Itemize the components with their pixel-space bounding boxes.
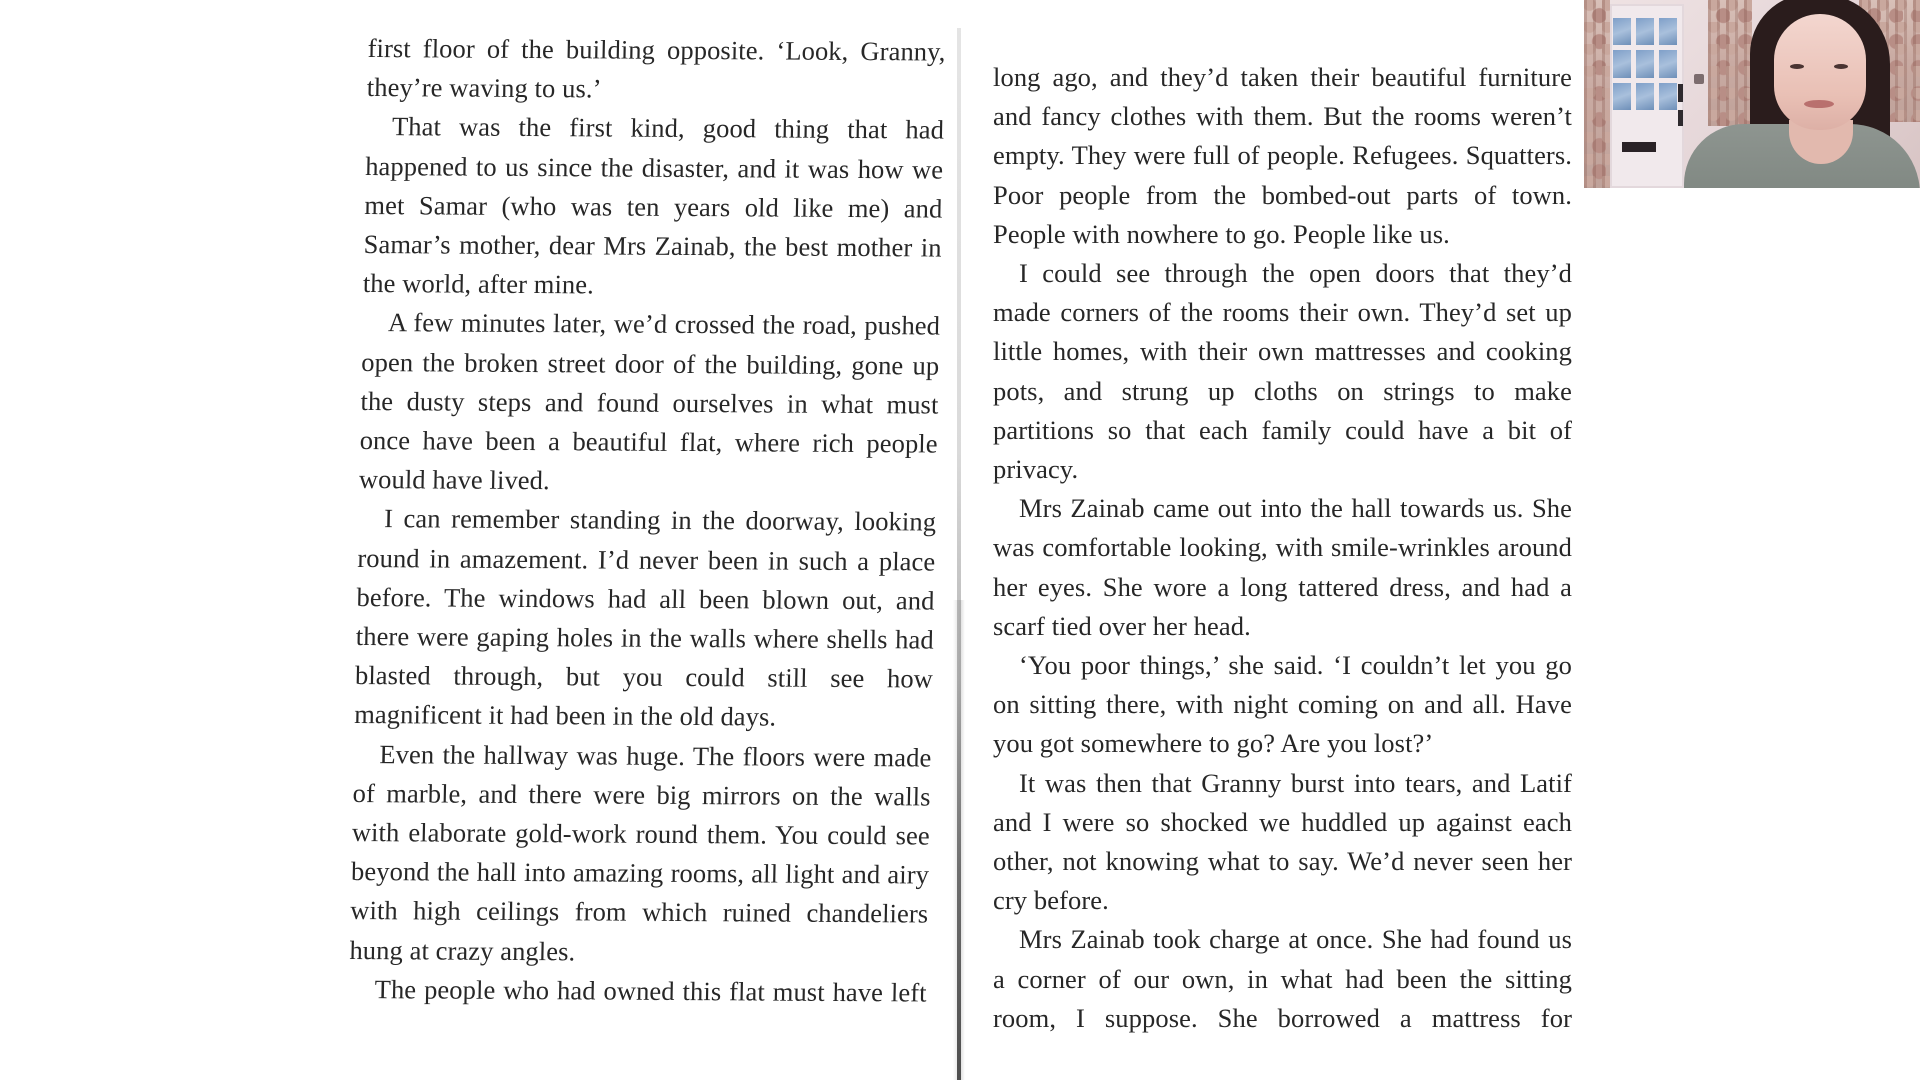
presenter-mouth (1804, 100, 1834, 108)
webcam-curtain-middle (1708, 0, 1752, 126)
page-gutter (957, 28, 961, 1080)
paragraph: I could see through the open doors that they’d made corners of the rooms their own. They’d set up little homes, with their own mattresses and cooking pots, and strung up cloths on strings to make partitions so that each family could have a bit of privacy. (993, 258, 1572, 485)
webcam-door-handle (1678, 84, 1683, 102)
paragraph: I can remember standing in the doorway, looking round in amazement. I’d never been in such a place before. The windows had all been blown out, and there were gaping holes in the walls where shells had blasted through, but you could still see how magnificent it had been in the old days. (353, 503, 937, 733)
paragraph: Even the hallway was huge. The floors were made of marble, and there were big mirrors on the walls with elaborate gold-work round them. You could see beyond the hall into amazing rooms, all light and airy with high ceilings from which ruined chandeliers hung at crazy angles. (349, 738, 932, 967)
presenter-eye (1834, 64, 1848, 69)
paragraph: A few minutes later, we’d crossed the road, pushed open the broken street door of the building, gone up the dusty steps and found ourselves in what must once have been a beautiful flat, where rich people would have lived. (358, 307, 941, 496)
presenter-face (1774, 14, 1866, 130)
webcam-light-switch (1694, 74, 1704, 84)
webcam-letterbox (1622, 142, 1656, 152)
presenter-webcam-overlay (1584, 0, 1920, 188)
paragraph: It was then that Granny burst into tears, and Latif and I were so shocked we huddled up against each other, not knowing what to say. We’d never seen her cry before. (993, 767, 1572, 916)
webcam-curtain-left (1584, 0, 1610, 188)
paragraph: long ago, and they’d taken their beautiful furniture and fancy clothes with them. But the rooms weren’t empty. They were full of people. Refugees. Squatters. Poor people from the bombed-out parts of town. People with nowhere to go. People like us. (993, 62, 1572, 249)
paragraph: Mrs Zainab took charge at once. She had found us a corner of our own, in what had been the sitting room, I suppose. She borrowed a mattress for (993, 924, 1572, 1033)
presenter-eye (1790, 64, 1804, 69)
webcam-door-window (1613, 18, 1677, 110)
paragraph: ‘You poor things,’ she said. ‘I couldn’t let you go on sitting there, with night coming on and all. Have you got somewhere to go? Are you lost?’ (993, 650, 1572, 759)
paragraph: That was the first kind, good thing that had happened to us since the disaster, and it was how we met Samar (who was ten years old like me) and Samar’s mother, dear Mrs Zainab, the best mother in the world, after mine. (362, 111, 945, 300)
paragraph: first floor of the building opposite. ‘Look, Granny, they’re waving to us.’ (366, 32, 946, 104)
paragraph: Mrs Zainab came out into the hall towards us. She was comfortable looking, with smile-wrinkles around her eyes. She wore a long tattered dress, and had a scarf tied over her head. (993, 493, 1572, 641)
paragraph: The people who had owned this flat must have left (374, 974, 927, 1008)
webcam-door (1610, 4, 1684, 188)
right-page-text (993, 58, 1572, 1038)
left-page-text (348, 29, 946, 1013)
webcam-door-bolt (1678, 110, 1683, 126)
